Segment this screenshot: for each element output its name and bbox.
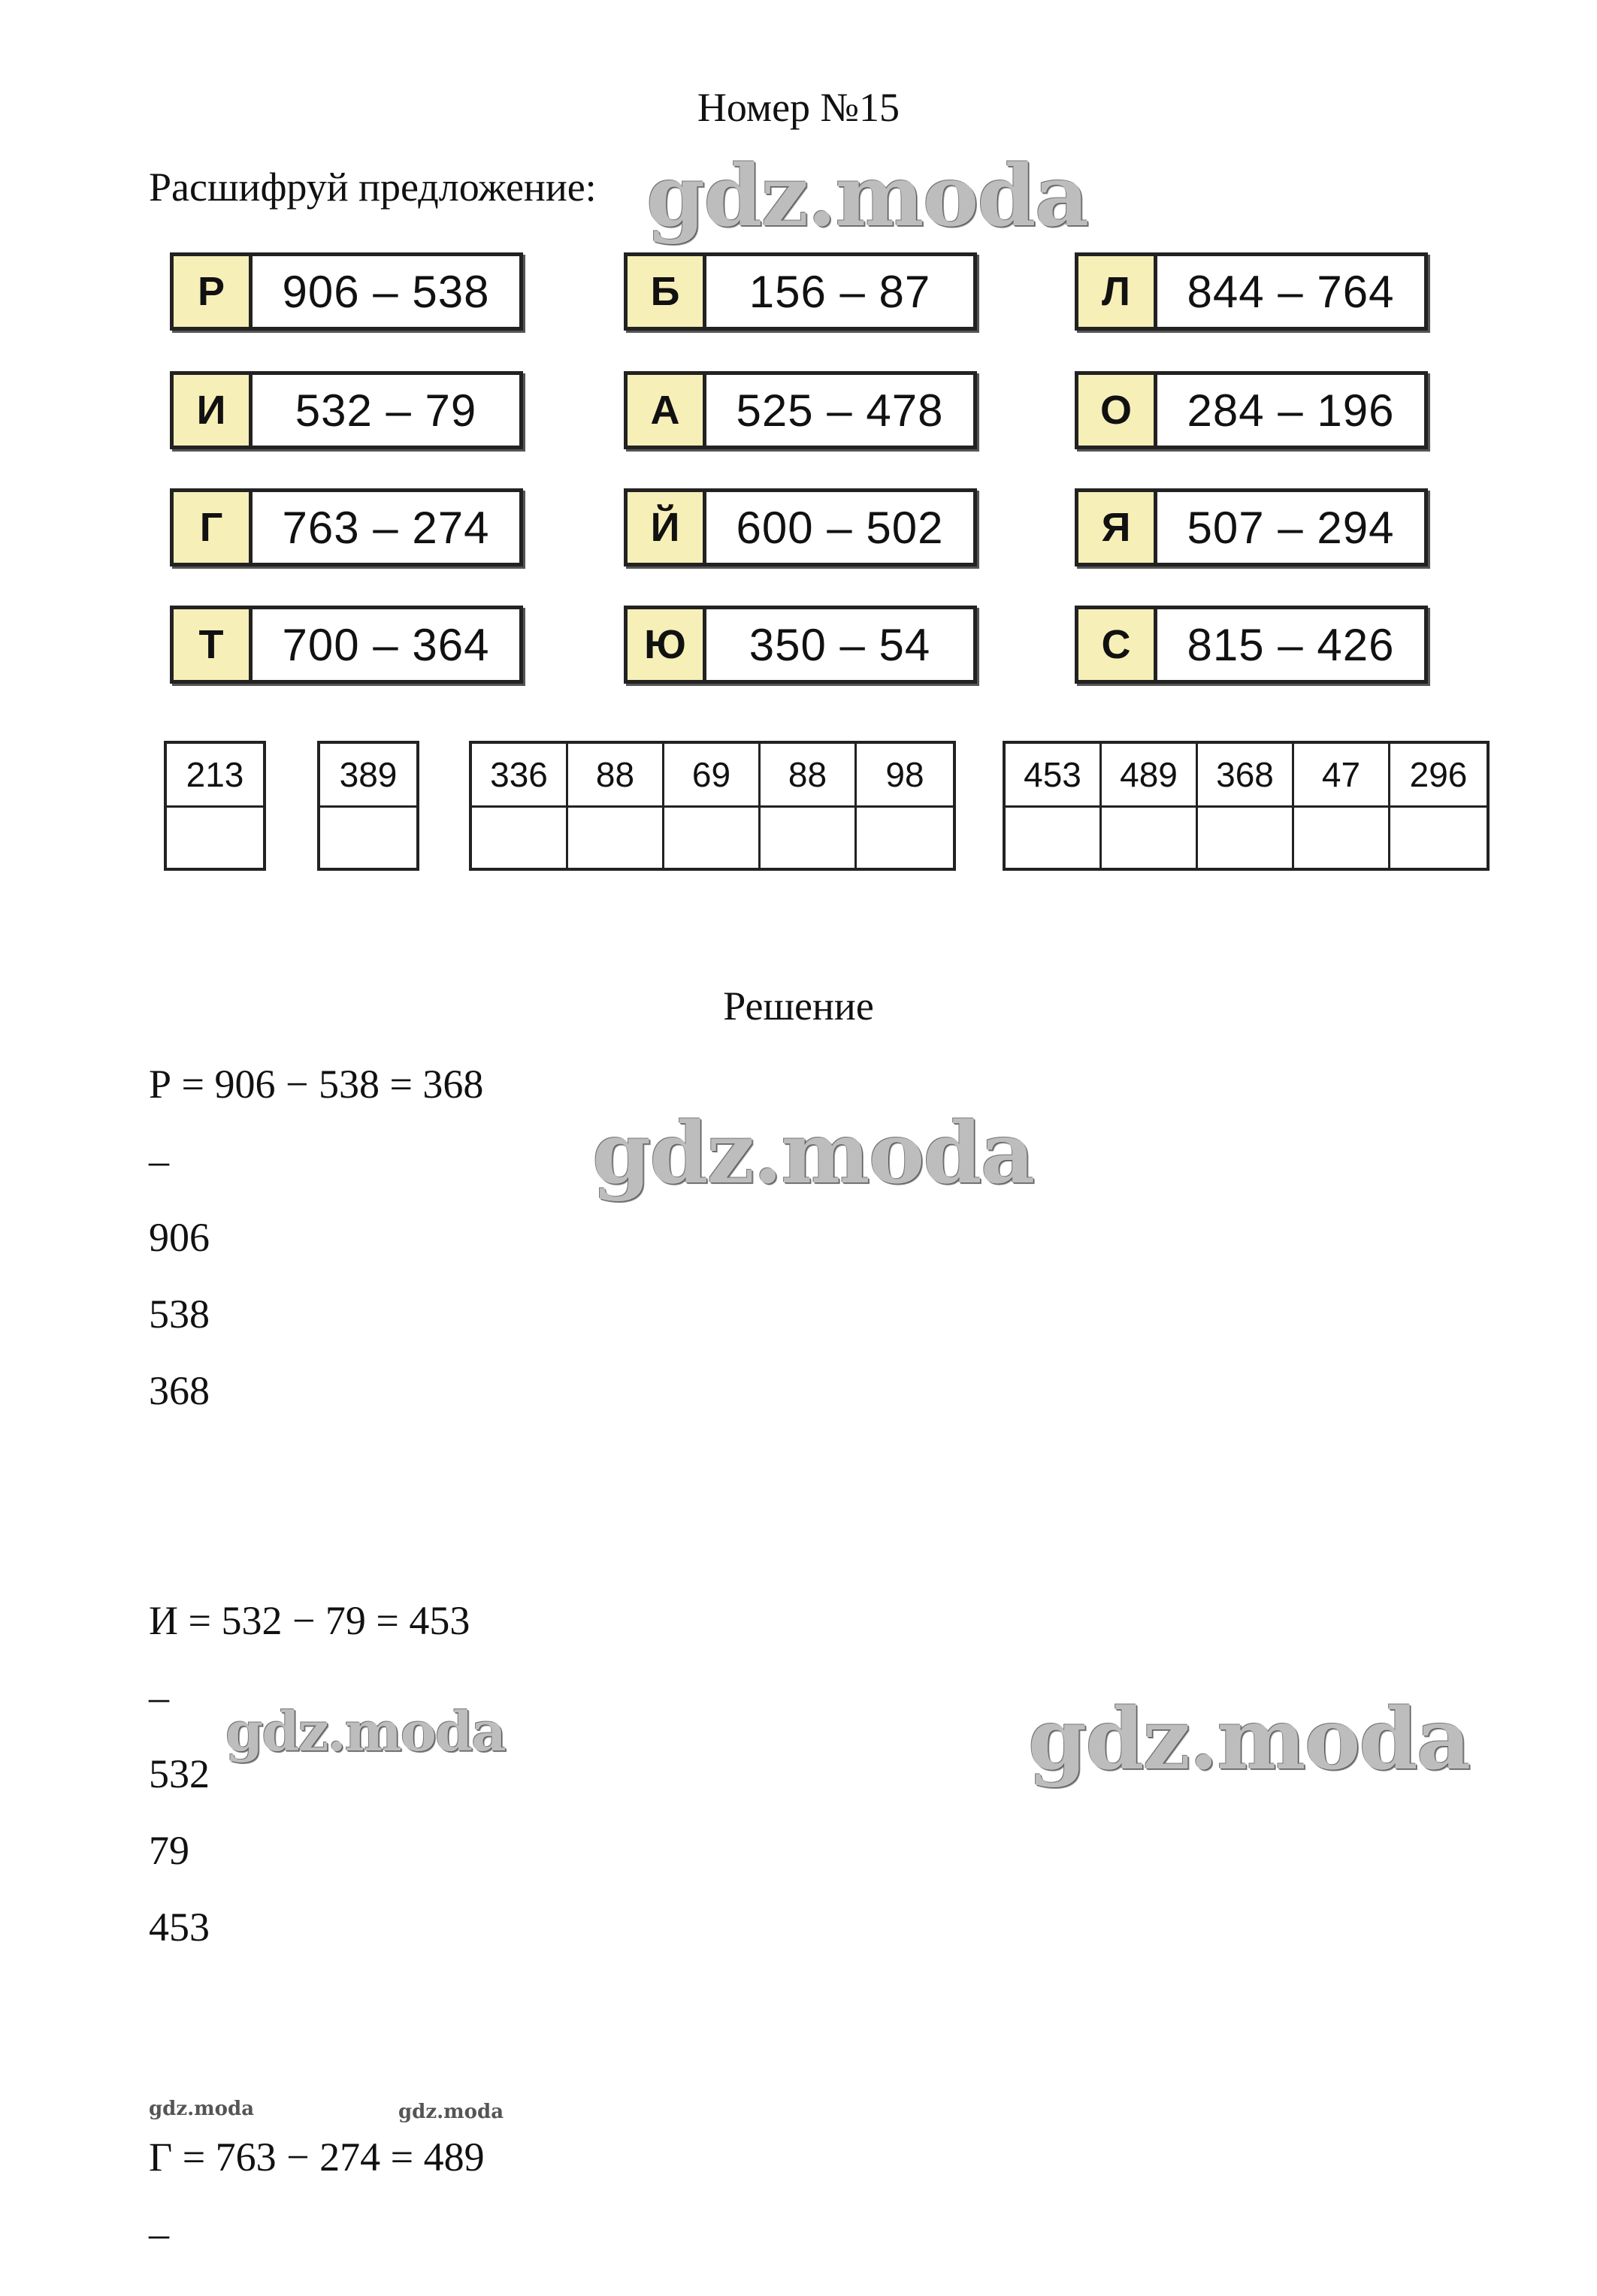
code-letter: Ю <box>628 609 706 680</box>
answer-blank[interactable] <box>1294 808 1388 868</box>
code-card <box>624 371 977 449</box>
code-expression: 350 – 54 <box>749 619 931 670</box>
code-expression: 156 – 87 <box>749 266 931 317</box>
solution-line: – <box>149 1138 169 1183</box>
code-expression: 700 – 364 <box>282 619 490 670</box>
code-letter: А <box>628 375 706 446</box>
solution-line: 538 <box>149 1292 210 1337</box>
answer-number: 336 <box>472 744 566 808</box>
answer-blank[interactable] <box>857 808 953 868</box>
answer-cell <box>857 744 953 868</box>
code-expression: 600 – 502 <box>736 502 944 553</box>
answer-cell <box>1198 744 1294 868</box>
answer-number: 389 <box>320 744 416 808</box>
solution-line: – <box>149 2211 169 2256</box>
answer-cell <box>568 744 664 868</box>
code-letter: Т <box>174 609 253 680</box>
code-card <box>170 488 523 566</box>
solution-line: Р = 906 − 538 = 368 <box>149 1062 484 1107</box>
code-letter: Й <box>628 492 706 563</box>
answer-blank[interactable] <box>1390 808 1487 868</box>
code-letter: О <box>1078 375 1157 446</box>
answer-blank[interactable] <box>664 808 758 868</box>
watermark-logo: gdz.moda <box>1028 1690 1470 1789</box>
answer-word-1 <box>164 741 266 871</box>
answer-number: 368 <box>1198 744 1292 808</box>
answer-blank[interactable] <box>1198 808 1292 868</box>
answer-word-2 <box>317 741 419 871</box>
watermark-logo: gdz.moda <box>592 1104 1034 1203</box>
answer-number: 88 <box>761 744 854 808</box>
code-expression: 844 – 764 <box>1187 266 1395 317</box>
code-letter: Л <box>1078 256 1157 327</box>
code-letter: Я <box>1078 492 1157 563</box>
solution-title: Решение <box>723 983 874 1029</box>
answer-number: 47 <box>1294 744 1388 808</box>
code-expression: 525 – 478 <box>736 385 944 436</box>
solution-line: 906 <box>149 1215 210 1260</box>
page-title: Номер №15 <box>697 85 900 130</box>
code-card <box>1075 488 1428 566</box>
code-card <box>1075 606 1428 684</box>
answer-number: 69 <box>664 744 758 808</box>
answer-cell <box>1102 744 1198 868</box>
code-card <box>624 488 977 566</box>
answer-cell <box>664 744 761 868</box>
answer-blank[interactable] <box>568 808 662 868</box>
solution-line: 532 <box>149 1751 210 1796</box>
answer-blank[interactable] <box>1006 808 1099 868</box>
code-letter: С <box>1078 609 1157 680</box>
code-cards <box>0 0 1597 751</box>
answer-number: 88 <box>568 744 662 808</box>
answer-cell <box>1006 744 1102 868</box>
solution-line: И = 532 − 79 = 453 <box>149 1598 470 1643</box>
solution-line: 453 <box>149 1905 210 1950</box>
code-expression: 815 – 426 <box>1187 619 1395 670</box>
code-letter: Р <box>174 256 253 327</box>
answer-number: 98 <box>857 744 953 808</box>
code-card <box>1075 371 1428 449</box>
watermark-logo: gdz.moda <box>398 2101 504 2123</box>
code-card <box>170 252 523 331</box>
answer-blank[interactable] <box>167 808 263 868</box>
answer-number: 453 <box>1006 744 1099 808</box>
answer-number: 296 <box>1390 744 1487 808</box>
code-expression: 284 – 196 <box>1187 385 1395 436</box>
answer-blank[interactable] <box>320 808 416 868</box>
answer-cell <box>320 744 416 868</box>
solution-line: – <box>149 1675 169 1720</box>
answer-word-4 <box>1003 741 1490 871</box>
code-letter: И <box>174 375 253 446</box>
code-card <box>170 371 523 449</box>
answer-cell <box>472 744 568 868</box>
answer-blank[interactable] <box>472 808 566 868</box>
code-expression: 532 – 79 <box>295 385 477 436</box>
code-card <box>1075 252 1428 331</box>
answer-blank[interactable] <box>1102 808 1196 868</box>
answer-cell <box>1294 744 1390 868</box>
code-expression: 763 – 274 <box>282 502 490 553</box>
code-card <box>624 606 977 684</box>
task-label: Расшифруй предложение: <box>149 165 597 210</box>
solution-line: Г = 763 − 274 = 489 <box>149 2134 485 2180</box>
watermark-logo: gdz.moda <box>225 1699 505 1763</box>
code-card <box>170 606 523 684</box>
code-expression: 507 – 294 <box>1187 502 1395 553</box>
code-expression: 906 – 538 <box>282 266 490 317</box>
code-card <box>624 252 977 331</box>
watermark-logo: gdz.moda <box>646 147 1088 246</box>
answer-number: 213 <box>167 744 263 808</box>
solution-line: 368 <box>149 1368 210 1413</box>
answer-number: 489 <box>1102 744 1196 808</box>
solution-line: 79 <box>149 1828 189 1873</box>
answer-cell <box>167 744 263 868</box>
answer-cell <box>761 744 857 868</box>
code-letter: Б <box>628 256 706 327</box>
answer-blank[interactable] <box>761 808 854 868</box>
answer-word-3 <box>469 741 956 871</box>
watermark-logo: gdz.moda <box>149 2098 255 2120</box>
code-letter: Г <box>174 492 253 563</box>
answer-cell <box>1390 744 1487 868</box>
